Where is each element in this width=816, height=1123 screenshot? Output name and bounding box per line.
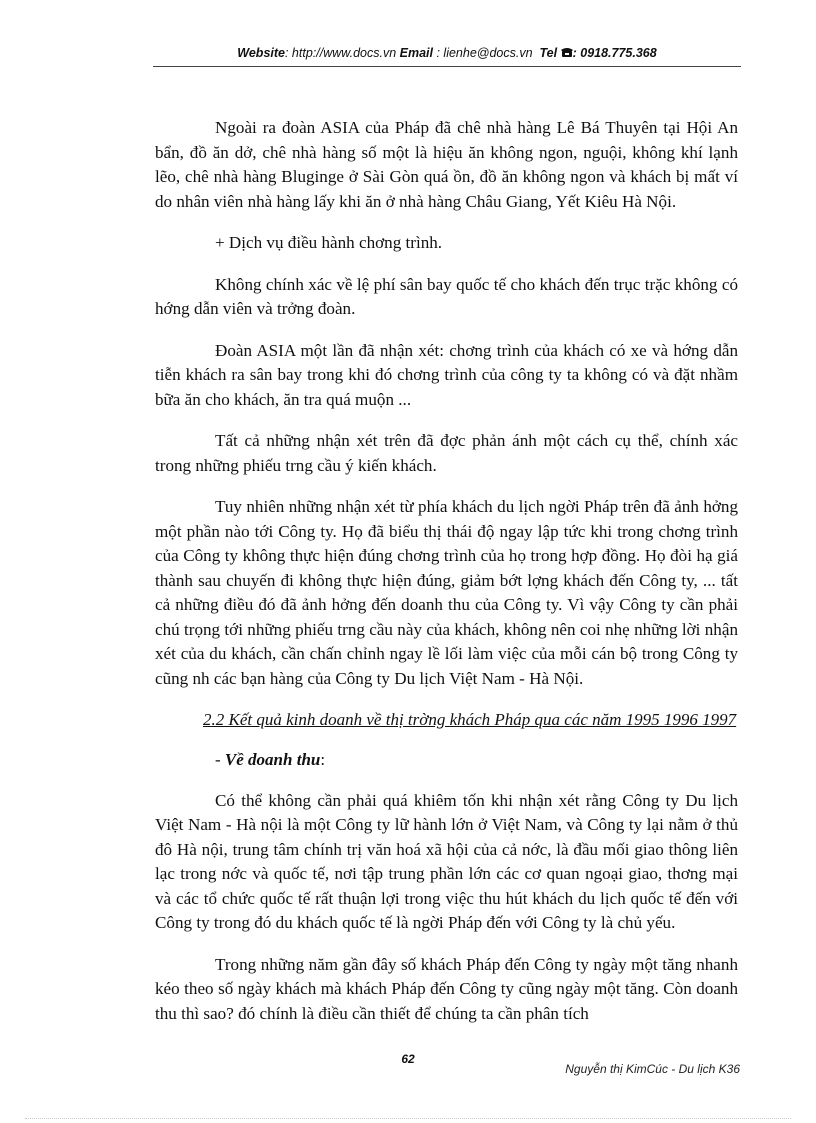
paragraph-5: Tất cả những nhận xét trên đã đợc phản ánh một cách cụ thể, chính xác trong những phiếu trng cầu ý kiến khách. <box>155 431 738 475</box>
subheading-revenue <box>155 748 738 773</box>
email-label: Email <box>399 46 433 60</box>
subhead-bold: Về doanh thu <box>224 750 321 769</box>
document-body <box>155 116 738 1043</box>
paragraph-1: Ngoài ra đoàn ASIA của Pháp đã chê nhà hàng Lê Bá Thuyên tại Hội An bẩn, đồ ăn dở, chê nhà hàng số một là hiệu ăn không ngon, nguội, không khí lạnh lẽo, chê nhà hàng Bluginge ở Sài Gòn quá ồn, đồ ăn không ngon và khách bị mất ví do nhân viên nhà hàng lấy khi ăn ở nhà hàng Châu Giang, Yết Kiêu Hà Nội. <box>155 118 738 211</box>
paragraph-6: Tuy nhiên những nhận xét từ phía khách du lịch ngời Pháp trên đã ảnh hởng một phần nào tới Công ty. Họ đã biểu thị thái độ ngay lập tức khi trong chơng trình của Công ty không thực hiện đúng chơng trình của họ trong hợp đồng. Họ đòi hạ giá thành sau chuyến đi không thực hiện đúng, giảm bớt lợng khách đến Công ty, ... tất cả những điều đó đã ảnh hởng đến doanh thu của Công ty. Vì vậy Công ty cần phải chú trọng tới những phiếu trng cầu này của khách, không nên coi nhẹ những lời nhận xét của du khách, cần chấn chỉnh ngay lề lối làm việc của mỗi cán bộ trong Công ty cũng nh các bạn hàng của Công ty Du lịch Việt Nam - Hà Nội. <box>155 497 738 688</box>
subhead-suffix: : <box>320 750 326 769</box>
paragraph-2: + Dịch vụ điều hành chơng trình. <box>215 233 443 252</box>
paragraph-7: Có thể không cần phải quá khiêm tốn khi nhận xét rằng Công ty Du lịch Việt Nam - Hà nội là một Công ty lữ hành lớn ở Việt Nam, và Công ty lại nằm ở thủ đô Hà nội, trung tâm chính trị văn hoá xã hội của cả nớc, là đầu mối giao thông liên lạc trong nớc và quốc tế, nơi tập trung phần lớn các cơ quan ngoại giao, thơng mại và các tổ chức quốc tế rất thuận lợi trong việc thu hút khách du lịch quốc tế đến với Công ty trong đó du khách quốc tế là ngời Pháp đến với Công ty là chủ yếu. <box>155 790 738 932</box>
footer-divider <box>25 1118 791 1119</box>
section-heading: 2.2 Kết quả kinh doanh về thị trờng khách Pháp qua các năm 1995 1996 1997 <box>203 710 737 729</box>
phone-icon <box>561 46 573 60</box>
tel-value: : 0918.775.368 <box>572 46 657 60</box>
subhead-prefix: - <box>215 750 225 769</box>
paragraph-8: Trong những năm gần đây số khách Pháp đến Công ty ngày một tăng nhanh kéo theo số ngày khách mà khách Pháp đến Công ty cũng ngày một tăng. Còn doanh thu thì sao? đó chính là điều cần thiết để chúng ta cần phân tích <box>155 954 738 1023</box>
footer-author: Nguyễn thị KimCúc - Du lịch K36 <box>565 1062 740 1076</box>
website-value[interactable]: : http://www.docs.vn <box>284 46 397 60</box>
page-number: 62 <box>401 1052 415 1066</box>
tel-label: Tel <box>539 46 558 60</box>
paragraph-3: Không chính xác về lệ phí sân bay quốc tế cho khách đến trục trặc không có hớng dẫn viên và trởng đoàn. <box>155 274 738 318</box>
page-header <box>153 46 741 60</box>
website-label: Website <box>237 46 285 60</box>
email-value[interactable]: : lienhe@docs.vn <box>433 46 533 60</box>
paragraph-4: Đoàn ASIA một lần đã nhận xét: chơng trình của khách có xe và hớng dẫn tiễn khách ra sân bay trong khi đó chơng trình của công ty ta không có và đặt nhầm bữa ăn cho khách, ăn tra quá muộn ... <box>155 340 738 409</box>
header-divider <box>153 66 741 67</box>
